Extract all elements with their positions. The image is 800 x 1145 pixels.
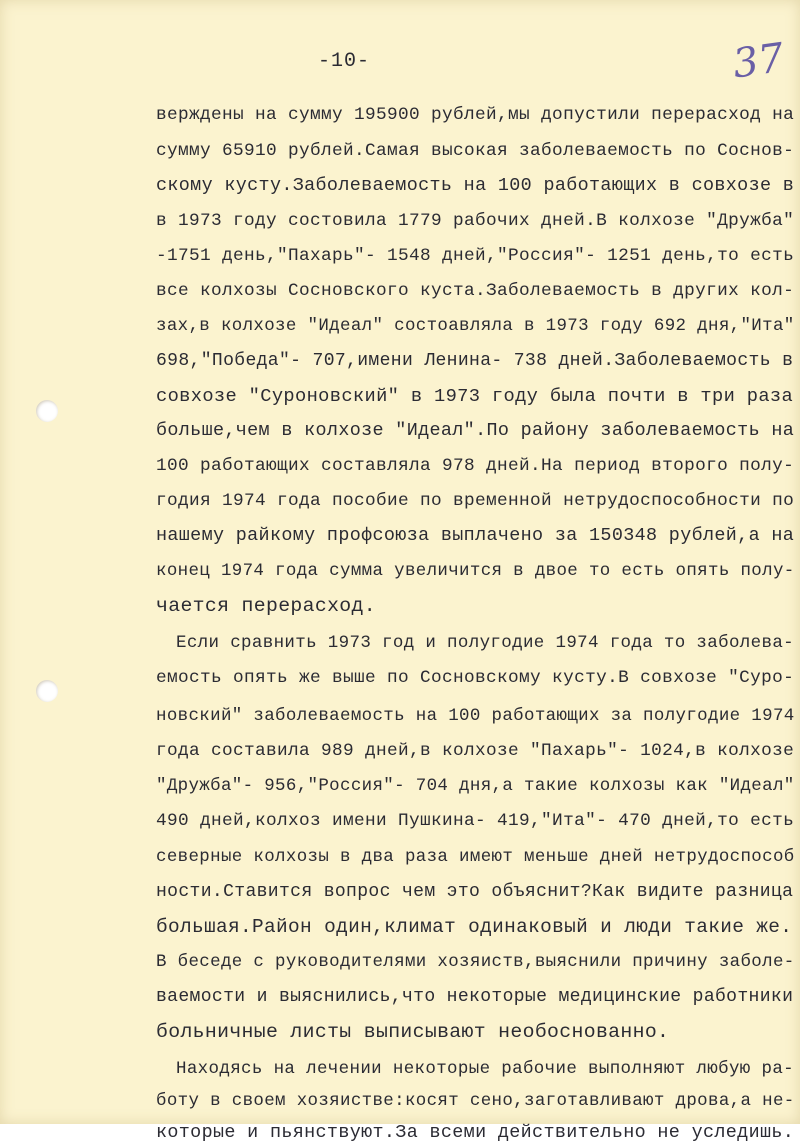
page-number: -10- (318, 50, 371, 73)
punch-hole-bottom (36, 680, 58, 702)
text-line: "Дружба"- 956,"Россия"- 704 дня,а такие колхозы как "Идеал" (156, 776, 795, 796)
text-line: совхозе "Суроновский" в 1973 году была почти в три раза (156, 385, 794, 407)
text-line: -1751 день,"Пахарь"- 1548 дней,"Россия"- 1251 день,то есть (156, 246, 795, 266)
text-line: боту в своем хозяистве:косят сено,заготавливают дрова,а не- (156, 1091, 795, 1111)
text-line: больше,чем в колхозе "Идеал".По району заболеваемость на (156, 420, 795, 441)
text-line: северные колхозы в два раза имеют меньше дней нетрудоспособ (156, 847, 795, 867)
text-line: 490 дней,колхоз имени Пушкина- 419,"Ита"- 470 дней,то есть (156, 811, 795, 831)
text-line: скому кусту.Заболеваемость на 100 работающих в совхозе в (156, 175, 795, 196)
text-line: года составила 989 дней,в колхозе "Пахарь"- 1024,в колхозе (156, 741, 795, 761)
text-line: больничные листы выписывают необоснованно. (156, 1021, 670, 1043)
text-line: в 1973 году состовила 1779 рабочих дней.В колхозе "Дружба" (156, 211, 795, 231)
text-line: которые и пьянствуют.За всеми действительно не уследишь. (156, 1122, 795, 1143)
text-line: 698,"Победа"- 707,имени Ленина- 738 дней.Заболеваемость в (156, 351, 794, 371)
text-line: новский" заболеваемость на 100 работающих за полугодие 1974 (156, 706, 795, 726)
text-line: годия 1974 года пособие по временной нетрудоспособности по (156, 491, 795, 511)
paragraph-start-line: Если сравнить 1973 год и полугодие 1974 года то заболева- (176, 633, 795, 653)
text-line: ности.Ставится вопрос чем это объяснит?Как видите разница (156, 882, 794, 902)
text-line: ваемости и выяснились,что некоторые медицинские работники (156, 987, 794, 1007)
text-line: 100 работающих составляла 978 дней.На период второго полу- (156, 456, 795, 476)
text-line: В беседе с руководителями хозяиств,выяснили причину заболе- (156, 952, 795, 972)
text-line: верждены на сумму 195900 рублей,мы допустили перерасход на (156, 105, 795, 125)
text-line: все колхозы Сосновского куста.Заболеваемость в других кол- (156, 281, 795, 301)
text-line: емость опять же выше по Сосновскому кусту.В совхозе "Суро- (156, 668, 795, 688)
text-line: большая.Район один,климат одинаковый и люди такие же. (156, 916, 793, 938)
text-line: чается перерасход. (156, 595, 376, 617)
text-line: нашему райкому профсоюза выплачено за 150348 рублей,а на (156, 525, 795, 546)
text-line: конец 1974 года сумма увеличится в двое то есть опять полу- (156, 561, 795, 581)
paragraph-start-line: Находясь на лечении некоторые рабочие выполняют любую ра- (176, 1059, 795, 1079)
text-line: зах,в колхозе "Идеал" состоавляла в 1973 году 692 дня,"Ита" (156, 316, 795, 336)
punch-hole-top (36, 400, 58, 422)
archive-page-mark: 37 (730, 34, 787, 88)
text-line: сумму 65910 рублей.Самая высокая заболеваемость по Соснов- (156, 141, 795, 161)
